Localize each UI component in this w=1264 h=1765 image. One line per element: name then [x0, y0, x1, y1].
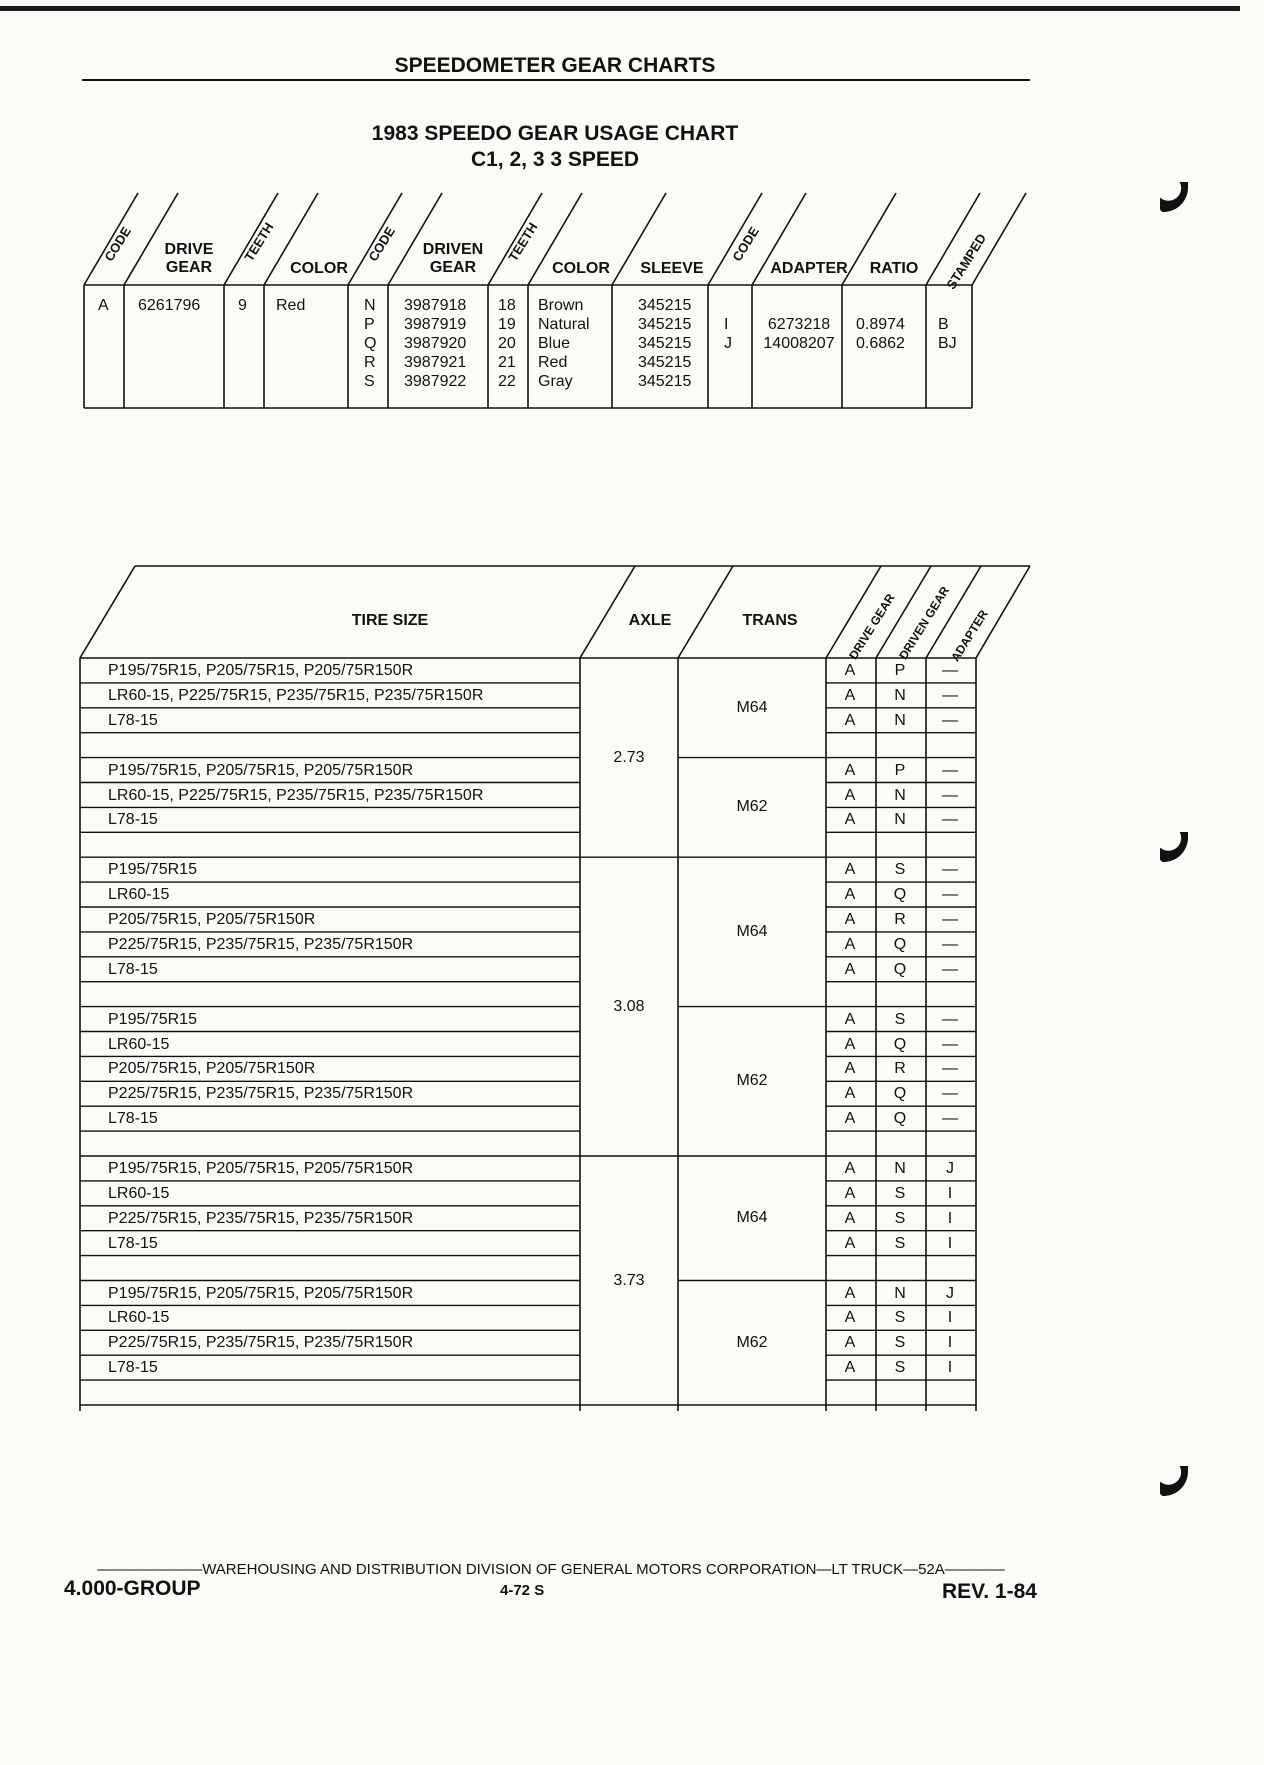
adapter-cell: — [942, 786, 958, 804]
driven-gear-cell: S [894, 1184, 906, 1202]
chart-title: 1983 SPEEDO GEAR USAGE CHART [371, 122, 739, 145]
drive-teeth: 9 [238, 297, 247, 314]
adapter-cell: — [942, 662, 958, 679]
header-tire-size: TIRE SIZE [351, 612, 429, 629]
adapter-cell: — [942, 711, 958, 729]
tire-size-cell: P195/75R15 [108, 1010, 197, 1028]
driven-gear-cell: S [894, 1359, 906, 1377]
footer-division: ———————WAREHOUSING AND DISTRIBUTION DIVISION OF GENERAL MOTORS CORPORATION—LT TRUCK—52A———— [97, 1561, 1005, 1578]
header-adapter: ADAPTER [948, 607, 991, 664]
ratio-column: 0.8974 0.6862 [856, 316, 905, 352]
tire-size-cell: LR60-15, P225/75R15, P235/75R15, P235/75R150R [108, 786, 484, 804]
drive-gear-cell: A [844, 662, 856, 679]
drive-gear-cell: A [844, 1234, 856, 1252]
page-title: SPEEDOMETER GEAR CHARTS [394, 54, 716, 77]
driven-gear-cell: Q [893, 1085, 907, 1103]
adapter-cell: — [942, 761, 958, 779]
chart-subtitle: C1, 2, 3 3 SPEED [470, 148, 640, 171]
driven-gear-cell: Q [893, 935, 907, 953]
drive-gear-cell: A [844, 1110, 856, 1128]
driven-gear-cell: Q [893, 1035, 907, 1053]
drive-gear-cell: A [844, 786, 856, 804]
tire-size-cell: LR60-15 [108, 1309, 170, 1327]
adapter-column: 6273218 14008207 [763, 316, 835, 352]
driven-gear-cell: N [894, 811, 906, 829]
adapter-cell: I [947, 1309, 953, 1327]
header-code: CODE [729, 224, 762, 264]
drive-color: Red [276, 297, 306, 314]
drive-gear-cell: A [844, 711, 856, 729]
header-code: CODE [365, 224, 398, 264]
drive-gear-cell: A [844, 935, 856, 953]
adapter-cell: I [947, 1209, 953, 1227]
driven-gear-cell: S [894, 1010, 906, 1028]
header-axle: AXLE [628, 612, 672, 629]
driven-gear-cell: N [894, 686, 906, 704]
stamped-column: B BJ [938, 316, 957, 352]
drive-gear-cell: A [844, 1060, 856, 1078]
driven-gear-column: 3987918 3987919 3987920 3987921 3987922 [404, 297, 467, 390]
adapter-cell: J [946, 1284, 954, 1302]
tire-size-cell: P225/75R15, P235/75R15, P235/75R150R [108, 1334, 414, 1352]
tire-size-cell: P225/75R15, P235/75R15, P235/75R150R [108, 935, 414, 953]
driven-gear-cell: R [894, 911, 906, 928]
tire-size-cell: P205/75R15, P205/75R150R [108, 911, 316, 928]
binder-hole [1160, 1466, 1188, 1496]
drive-gear-cell: A [844, 886, 856, 904]
driven-gear-cell: N [894, 786, 906, 804]
header-sleeve: SLEEVE [640, 260, 704, 277]
adapter-cell: I [947, 1184, 953, 1202]
drive-code: A [98, 297, 109, 314]
driven-gear-cell: S [894, 1234, 906, 1252]
drive-gear: 6261796 [138, 297, 201, 314]
tire-size-cell: LR60-15 [108, 1184, 170, 1202]
driven-gear-cell: P [894, 761, 906, 779]
adapter-cell: — [942, 686, 958, 704]
tire-size-cell: P195/75R15, P205/75R15, P205/75R150R [108, 761, 414, 779]
drive-gear-cell: A [844, 960, 856, 978]
header-driven-gear: DRIVEN GEAR [896, 583, 953, 662]
drive-gear-cell: A [844, 1035, 856, 1053]
adapter-cell: I [947, 1234, 953, 1252]
adapter-cell: — [942, 811, 958, 829]
adapter-cell: — [942, 960, 958, 978]
header-code: CODE [101, 224, 134, 264]
trans-cell: M64 [736, 922, 768, 940]
tire-size-cell: L78-15 [108, 960, 158, 978]
drive-gear-cell: A [844, 686, 856, 704]
trans-cell: M62 [736, 798, 768, 816]
tire-size-cell: LR60-15 [108, 886, 170, 904]
driven-gear-cell: N [894, 711, 906, 729]
tire-size-cell: P225/75R15, P235/75R15, P235/75R150R [108, 1209, 414, 1227]
tire-size-cell: L78-15 [108, 811, 158, 829]
footer-page-number: 4-72 S [500, 1582, 545, 1599]
driven-teeth-column: 18 19 20 21 22 [498, 297, 516, 390]
adapter-cell: — [942, 861, 958, 879]
drive-gear-cell: A [844, 1209, 856, 1227]
tire-size-cell: L78-15 [108, 1110, 158, 1128]
tire-size-cell: P225/75R15, P235/75R15, P235/75R150R [108, 1085, 414, 1103]
tire-size-cell: LR60-15 [108, 1035, 170, 1053]
adapter-cell: — [942, 1085, 958, 1103]
drive-gear-cell: A [844, 1284, 856, 1302]
tire-size-cell: P195/75R15, P205/75R15, P205/75R150R [108, 662, 414, 679]
tire-size-cell: P195/75R15, P205/75R15, P205/75R150R [108, 1160, 414, 1177]
tire-size-cell: P205/75R15, P205/75R150R [108, 1060, 316, 1078]
trans-cell: M64 [736, 1209, 768, 1227]
driven-color-column: Brown Natural Blue Red Gray [538, 297, 590, 390]
header-color: COLOR [552, 260, 610, 277]
adapter-cell: — [942, 935, 958, 953]
sleeve-column: 345215 345215 345215 345215 345215 [638, 297, 692, 390]
usage-table [80, 566, 1030, 1412]
tire-size-cell: L78-15 [108, 1359, 158, 1377]
header-drive-gear: DRIVE GEAR [846, 591, 898, 662]
drive-gear-cell: A [844, 861, 856, 879]
header-stamped: STAMPED [943, 230, 990, 292]
adapter-cell: I [947, 1334, 953, 1352]
adapter-cell: — [942, 911, 958, 928]
trans-cell: M62 [736, 1333, 768, 1351]
driven-gear-cell: P [894, 662, 906, 679]
driven-gear-cell: R [894, 1060, 906, 1078]
adapter-cell: J [946, 1160, 954, 1177]
adapter-cell: — [942, 1110, 958, 1128]
adapter-cell: — [942, 886, 958, 904]
header-trans: TRANS [742, 612, 798, 629]
driven-gear-cell: S [894, 1309, 906, 1327]
drive-gear-cell: A [844, 1334, 856, 1352]
drive-gear-cell: A [844, 1160, 856, 1177]
driven-gear-cell: Q [893, 1110, 907, 1128]
driven-gear-cell: S [894, 1334, 906, 1352]
tire-size-cell: LR60-15, P225/75R15, P235/75R15, P235/75R150R [108, 686, 484, 704]
driven-gear-cell: Q [893, 960, 907, 978]
adapter-cell: I [947, 1359, 953, 1377]
drive-gear-cell: A [844, 1359, 856, 1377]
header-teeth: TEETH [241, 219, 277, 264]
driven-gear-cell: S [894, 861, 906, 879]
adapter-cell: — [942, 1010, 958, 1028]
axle-cell: 3.08 [613, 997, 645, 1015]
driven-gear-cell: N [894, 1284, 906, 1302]
axle-cell: 2.73 [613, 748, 645, 766]
trans-cell: M64 [736, 698, 768, 716]
tire-size-cell: L78-15 [108, 1234, 158, 1252]
trans-cell: M62 [736, 1072, 768, 1090]
driven-gear-cell: Q [893, 886, 907, 904]
top-edge-bar [0, 6, 1240, 11]
header-teeth: TEETH [505, 219, 541, 264]
driven-gear-cell: S [894, 1209, 906, 1227]
tire-size-cell: P195/75R15, P205/75R15, P205/75R150R [108, 1284, 414, 1302]
drive-gear-cell: A [844, 1085, 856, 1103]
tire-size-cell: P195/75R15 [108, 861, 197, 879]
footer-group: 4.000-GROUP [64, 1577, 201, 1600]
drive-gear-cell: A [844, 811, 856, 829]
header-driven-gear: DRIVEN GEAR [422, 241, 484, 276]
adapter-cell: — [942, 1060, 958, 1078]
adapter-cell: — [942, 1035, 958, 1053]
binder-hole [1160, 182, 1188, 212]
driven-gear-cell: N [894, 1160, 906, 1177]
adapter-code-column: I J [724, 316, 732, 352]
header-adapter: ADAPTER [770, 260, 848, 277]
axle-cell: 3.73 [613, 1271, 645, 1289]
tire-size-cell: L78-15 [108, 711, 158, 729]
gear-spec-table [84, 193, 990, 409]
binder-hole [1160, 832, 1188, 862]
driven-code-column: N P Q R S [364, 297, 377, 390]
drive-gear-cell: A [844, 911, 856, 928]
footer-revision: REV. 1-84 [942, 1580, 1037, 1603]
title-rule [82, 79, 1030, 81]
header-drive-gear: DRIVE GEAR [164, 241, 214, 276]
drive-gear-cell: A [844, 1309, 856, 1327]
header-color: COLOR [290, 260, 348, 277]
drive-gear-cell: A [844, 761, 856, 779]
header-ratio: RATIO [869, 260, 919, 277]
drive-gear-cell: A [844, 1010, 856, 1028]
drive-gear-cell: A [844, 1184, 856, 1202]
